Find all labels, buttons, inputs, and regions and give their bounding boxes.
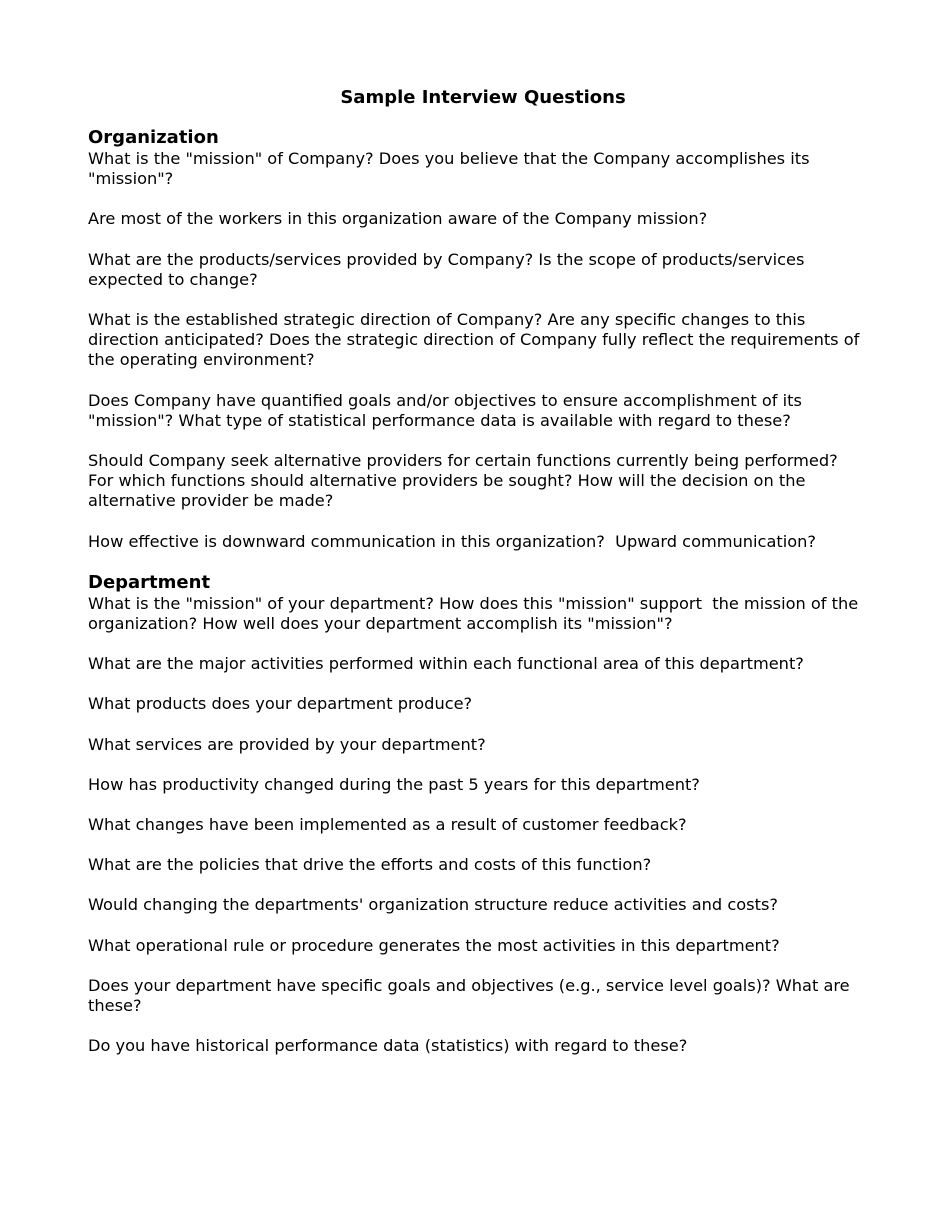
question-item: What changes have been implemented as a result of customer feedback? xyxy=(88,815,687,835)
question-item: What are the policies that drive the efforts and costs of this function? xyxy=(88,855,652,875)
question-item: What services are provided by your department? xyxy=(88,734,486,754)
question-item: Does Company have quantified goals and/or objectives to ensure accomplishment of its "mission"? What type of statistical performance data is available with regard to these? xyxy=(88,390,808,430)
question-item: What operational rule or procedure generates the most activities in this department? xyxy=(88,935,780,955)
question-item: What is the established strategic direction of Company? Are any specific changes to this direction anticipated? Does the strategic direction of Company fully reflect the requirements of the operating environment? xyxy=(88,310,865,370)
question-item: What products does your department produce? xyxy=(88,694,473,714)
section-heading-organization: Organization xyxy=(88,127,219,148)
section-organization xyxy=(88,127,868,552)
question-item: What are the products/services provided by Company? Is the scope of products/services expected to change? xyxy=(88,249,810,289)
question-item: What is the "mission" of Company? Does you believe that the Company accomplishes its "mission"? xyxy=(88,149,815,189)
section-department xyxy=(88,572,868,1057)
question-item: How has productivity changed during the past 5 years for this department? xyxy=(88,774,700,794)
question-item: What is the "mission" of your department? How does this "mission" support the mission of the organization? How well does your department accomplish its "mission"? xyxy=(88,593,864,634)
question-item: Should Company seek alternative providers for certain functions currently being performed? For which functions should alternative providers be sought? How will the decision on the alternative provider be made? xyxy=(88,451,843,511)
question-item: How effective is downward communication in this organization? Upward communication? xyxy=(88,531,816,551)
question-item: Do you have historical performance data (statistics) with regard to these? xyxy=(88,1036,688,1056)
document-page xyxy=(88,86,868,1076)
question-item: Would changing the departments' organization structure reduce activities and costs? xyxy=(88,895,778,915)
question-item: Are most of the workers in this organization aware of the Company mission? xyxy=(88,209,708,229)
section-heading-department: Department xyxy=(88,571,211,593)
question-item: Does your department have specific goals and objectives (e.g., service level goals)? What are these? xyxy=(88,975,855,1016)
document-title: Sample Interview Questions xyxy=(340,87,626,108)
question-item: What are the major activities performed within each functional area of this department? xyxy=(88,654,804,674)
